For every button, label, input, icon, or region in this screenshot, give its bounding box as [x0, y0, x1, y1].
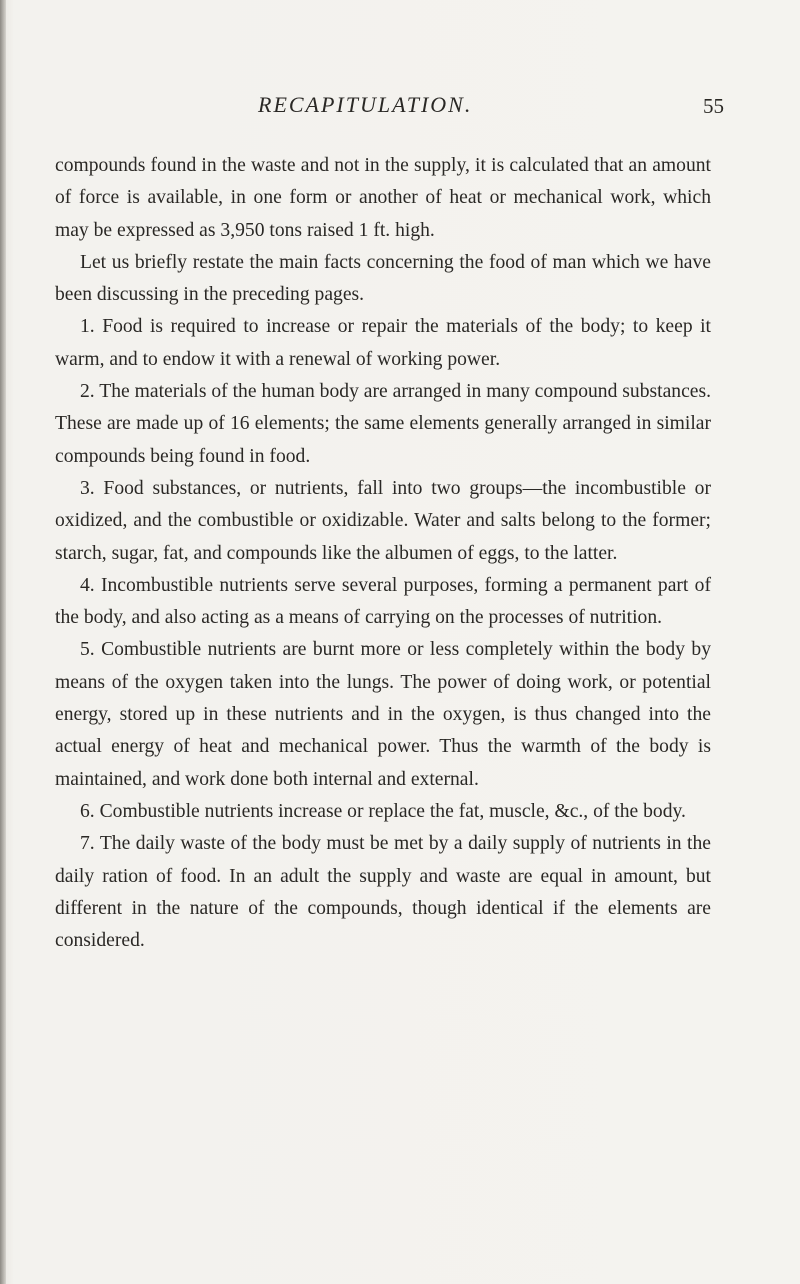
page-header	[0, 82, 800, 122]
running-title: RECAPITULATION.	[258, 92, 473, 117]
body-text	[55, 150, 711, 957]
paragraph-point-5: 5. Combustible nutrients are burnt more or less completely within the body by means of the oxygen taken into the lungs. The power of doing work, or potential energy, stored up in these nutrients and in the oxygen, is thus changed into the actual energy of heat and mechanical power. Thus the warmth of the body is maintained, and work done both internal and external.	[55, 639, 711, 790]
page-number: 55	[703, 94, 724, 118]
paragraph-point-4: 4. Incombustible nutrients serve several purposes, forming a permanent part of the body, and also acting as a means of carrying on the processes of nutrition.	[55, 574, 711, 629]
paragraph-continuation: compounds found in the waste and not in the supply, it is calculated that an amount of force is available, in one form or another of heat or mechanical work, which may be expressed as 3,950 tons raised 1 ft. high.	[55, 155, 711, 241]
paragraph-point-1: 1. Food is required to increase or repair the materials of the body; to keep it warm, and to endow it with a renewal of working power.	[55, 316, 711, 370]
paragraph-point-2: 2. The materials of the human body are arranged in many compound substances. These are made up of 16 elements; the same elements generally arranged in similar compounds being found in food.	[55, 381, 711, 467]
paragraph-intro: Let us briefly restate the main facts concerning the food of man which we have been discussing in the preceding pages.	[55, 251, 711, 306]
spine-shadow	[0, 0, 6, 1284]
paragraph-point-6: 6. Combustible nutrients increase or replace the fat, muscle, &c., of the body.	[80, 800, 686, 822]
paragraph-point-3: 3. Food substances, or nutrients, fall into two groups—the incombustible or oxidized, and the combustible or oxidizable. Water and salts belong to the former; starch, sugar, fat, and compounds like the albumen of eggs, to the latter.	[55, 477, 711, 564]
paragraph-point-7: 7. The daily waste of the body must be met by a daily supply of nutrients in the daily ration of food. In an adult the supply and waste are equal in amount, but different in the nature of the compounds, though identical if the elements are considered.	[55, 833, 711, 952]
